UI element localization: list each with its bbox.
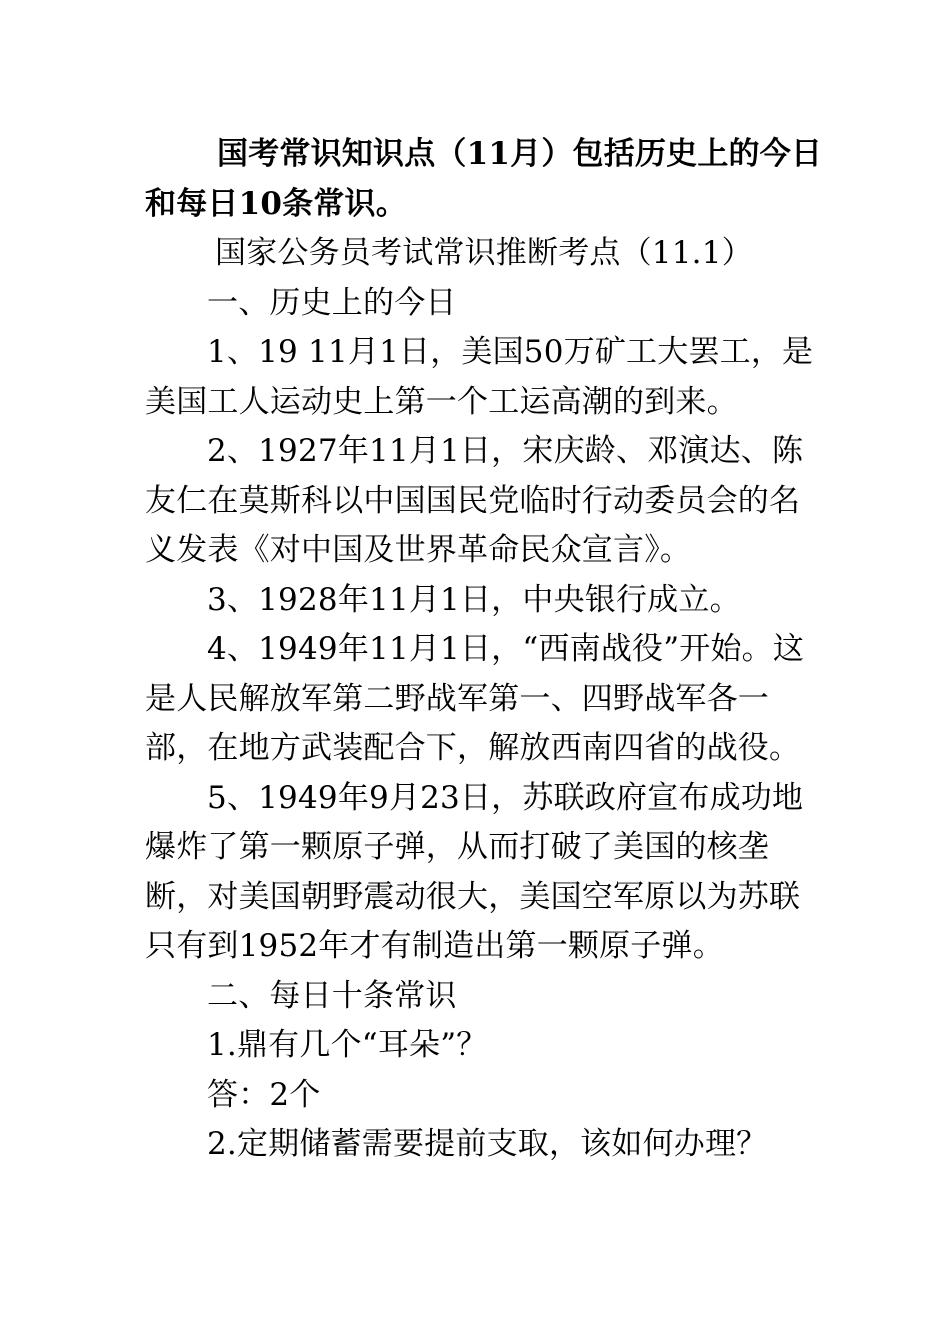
history-item: 4、1949年11月1日，“西南战役”开始。这是人民解放军第二野战军第一、四野战军各一部，在地方武装配合下，解放西南四省的战役。 [145,631,805,766]
section-title-daily: 二、每日十条常识 [207,977,457,1014]
history-item: 1、19 11月1日，美国50万矿工大罢工，是美国工人运动史上第一个工运高潮的到来。 [145,334,814,420]
section-title-history: 一、历史上的今日 [207,284,457,321]
question-item: 2.定期储蓄需要提前支取，该如何办理？ [207,1126,768,1162]
document-heading: 国家公务员考试常识推断考点（11.1） [215,235,753,271]
question-item: 1.鼎有几个“耳朵”？ [207,1027,488,1063]
answer-item: 答：2个 [207,1076,321,1113]
document-body [145,130,825,1170]
intro-paragraph: 国考常识知识点（11月）包括历史上的今日和每日10条常识。 [145,136,823,222]
history-item: 2、1927年11月1日，宋庆龄、邓演达、陈友仁在莫斯科以中国国民党临时行动委员会的名义发表《对中国及世界革命民众宣言》。 [145,433,804,568]
history-item: 5、1949年9月23日，苏联政府宣布成功地爆炸了第一颗原子弹，从而打破了美国的核垄断，对美国朝野震动很大，美国空军原以为苏联只有到1952年才有制造出第一颗原子弹。 [145,779,804,964]
history-item: 3、1928年11月1日，中央银行成立。 [207,581,741,618]
